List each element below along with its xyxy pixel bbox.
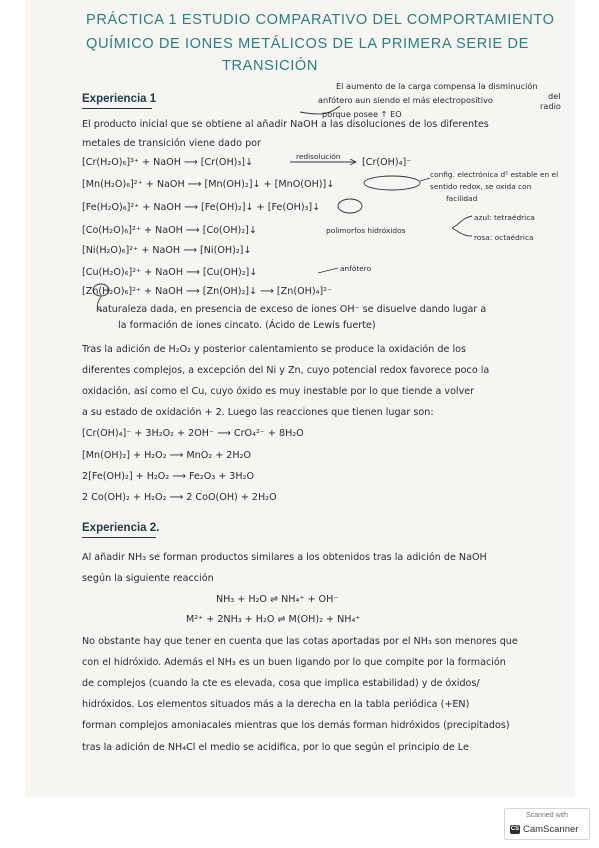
zn-hook [97,297,102,311]
exp2-line-2: según la siguiente reacción [82,573,214,584]
ox-reaction-cr: [Cr(OH)₄]⁻ + 3H₂O₂ + 2OH⁻ ⟶ CrO₄²⁻ + 8H₂O [82,428,304,439]
exp2-line-4: con el hidróxido. Además el NH₃ es un buen ligando por lo que compite por la formación [82,657,506,668]
reaction-cu: [Cu(H₂O)₆]²⁺ + NaOH ⟶ [Cu(OH)₂]↓ [82,267,258,278]
note-top-1: El aumento de la carga compensa la disminución [336,81,538,91]
mn-note-3: facilidad [446,194,478,203]
title-line-1: PRÁCTICA 1 ESTUDIO COMPARATIVO DEL COMPORTAMIENTO [86,12,555,28]
note-top-1b: del [548,91,561,101]
heading-experiencia-2: Experiencia 2. [82,522,160,534]
reaction-zn: [Zn(H₂O)₆]²⁺ + NaOH ⟶ [Zn(OH)₂]↓ ⟶ [Zn(OH)₄]²⁻ [82,286,333,297]
co-brace-upper [452,216,472,228]
cu-note: anfótero [340,264,372,273]
exp2-equation-1: NH₃ + H₂O ⇌ NH₄⁺ + OH⁻ [216,594,339,605]
co-polymorph-label: polimorfos hidróxidos [326,226,406,235]
reaction-co: [Co(H₂O)₆]²⁺ + NaOH ⟶ [Co(OH)₂]↓ [82,225,257,236]
title-line-3: TRANSICIÓN [222,58,318,74]
note-top-2: anfótero aun siendo el más electropositivo [318,95,493,105]
note-top-2b: radio [540,101,561,111]
ox-reaction-mn: [Mn(OH)₂] + H₂O₂ ⟶ MnO₂ + 2H₂O [82,450,251,461]
mn-circle [364,176,420,190]
h2o2-line-2: diferentes complejos, a excepción del Ni y Zn, cuyo potencial redox favorece poco la [82,365,490,376]
note-top-3: porque posee ↑ EO [322,109,402,119]
camscanner-name: CamScanner [523,824,579,835]
fe-circle [338,199,362,213]
h2o2-line-1: Tras la adición de H₂O₂ y posterior calentamiento se produce la oxidación de los [82,344,467,355]
mn-note-1: config. electrónica d⁵ estable en el [430,170,559,179]
h2o2-line-4: a su estado de oxidación + 2. Luego las reacciones que tienen lugar son: [82,407,434,418]
intro-line-1: El producto inicial que se obtiene al añadir NaOH a las disoluciones de los diferentes [82,119,489,130]
ox-reaction-fe: 2[Fe(OH)₂] + H₂O₂ ⟶ Fe₂O₃ + 3H₂O [82,471,255,482]
redissolution-arrow [290,159,356,165]
exp2-line-3: No obstante hay que tener en cuenta que las cotas aportadas por el NH₃ son menores que [82,636,518,647]
exp2-line-5: de complejos (cuando la cte es elevada, cosa que implica estabilidad) y de óxidos/ [82,678,480,689]
reaction-fe: [Fe(H₂O)₆]²⁺ + NaOH ⟶ [Fe(OH)₂]↓ + [Fe(OH)₃]↓ [82,202,321,213]
camscanner-badge [504,808,590,840]
mn-note-2: sentido redox, se oxida con [430,182,532,191]
zn-circle [93,284,109,296]
title-line-2: QUÍMICO DE IONES METÁLICOS DE LA PRIMERA SERIE DE [86,36,529,52]
reaction-mn: [Mn(H₂O)₆]²⁺ + NaOH ⟶ [Mn(OH)₂]↓ + [MnO(OH)]↓ [82,179,335,190]
note-arrow [300,106,340,114]
co-pink-label: rosa: octaédrica [474,233,534,242]
zn-note-2: la formación de iones cincato. (Ácido de Lewis fuerte) [118,320,376,331]
h2o2-line-3: oxidación, así como el Cu, cuyo óxido es muy inestable por lo que tiende a volver [82,386,475,397]
camscanner-icon: CS [510,826,520,832]
co-blue-label: azul: tetraédrica [474,213,535,222]
reaction-ni: [Ni(H₂O)₆]²⁺ + NaOH ⟶ [Ni(OH)₂]↓ [82,245,252,256]
co-brace-lower [452,228,472,236]
cu-arrow [318,268,338,273]
ox-reaction-co: 2 Co(OH)₂ + H₂O₂ ⟶ 2 CoO(OH) + 2H₂O [82,492,277,503]
mn-brace-line [420,178,430,181]
cr-product: [Cr(OH)₄]⁻ [362,157,412,168]
redissolution-label: redisolución [296,152,341,161]
scanned-with-label: Scanned with [525,812,569,819]
exp2-line-6: hidróxidos. Los elementos situados más a la derecha en la tabla periódica (+EN) [82,699,470,710]
intro-line-2: metales de transición viene dado por [82,138,261,149]
reaction-cr: [Cr(H₂O)₆]³⁺ + NaOH ⟶ [Cr(OH)₃]↓ [82,157,254,168]
heading-experiencia-1: Experiencia 1 [82,93,157,105]
exp2-line-1: Al añadir NH₃ se forman productos similares a los obtenidos tras la adición de NaOH [82,552,487,563]
exp2-line-7: forman complejos amoniacales mientras que los demás forman hidróxidos (precipitados) [82,720,510,731]
zn-note-1: naturaleza dada, en presencia de exceso de iones OH⁻ se disuelve dando lugar a [96,304,487,315]
exp2-line-8: tras la adición de NH₄Cl el medio se acidifica, por lo que según el principio de Le [82,742,469,753]
exp2-equation-2: M²⁺ + 2NH₃ + H₂O ⇌ M(OH)₂ + NH₄⁺ [186,614,361,625]
